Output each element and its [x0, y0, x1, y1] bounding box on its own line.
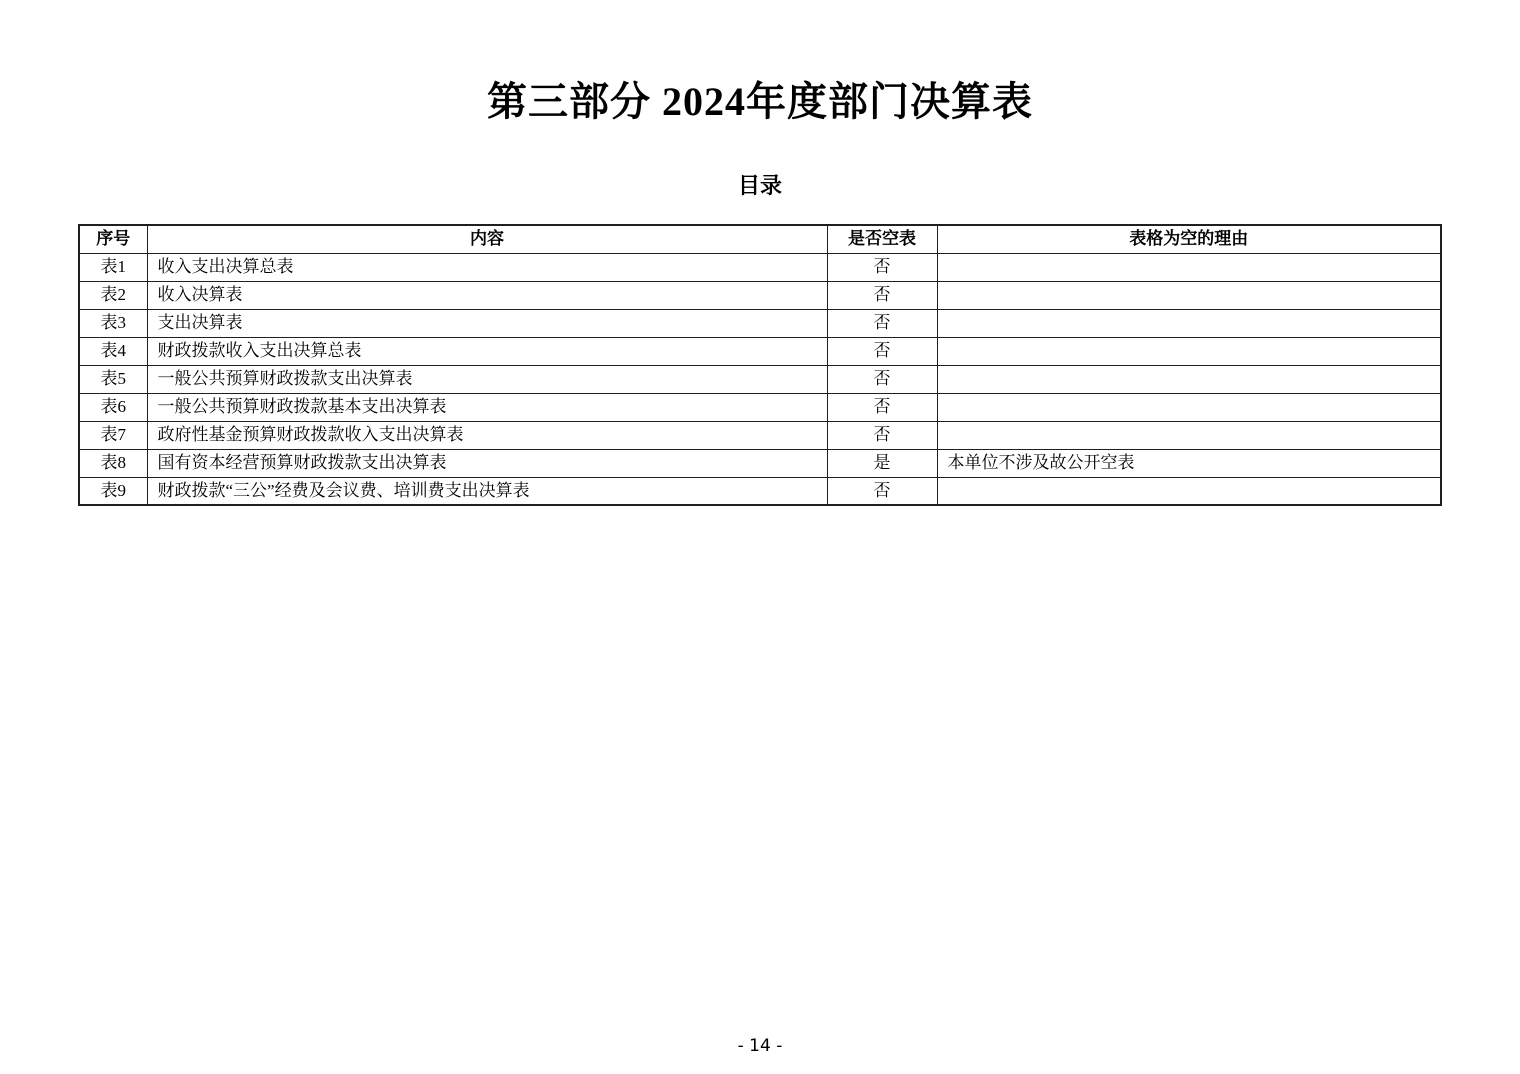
row-reason [937, 281, 1441, 309]
row-is-empty: 是 [827, 449, 937, 477]
row-content: 财政拨款收入支出决算总表 [147, 337, 827, 365]
row-is-empty: 否 [827, 421, 937, 449]
row-reason [937, 365, 1441, 393]
row-no: 表3 [79, 309, 147, 337]
table-row [79, 337, 1441, 365]
page-number: - 14 - [737, 1036, 783, 1056]
toc-subtitle: 目录 [737, 173, 782, 198]
table-row [79, 365, 1441, 393]
row-content: 一般公共预算财政拨款基本支出决算表 [147, 393, 827, 421]
row-reason [937, 477, 1441, 505]
table-row [79, 449, 1441, 477]
column-header-is-empty: 是否空表 [827, 225, 937, 253]
row-is-empty: 否 [827, 281, 937, 309]
row-content: 政府性基金预算财政拨款收入支出决算表 [147, 421, 827, 449]
row-no: 表8 [79, 449, 147, 477]
row-is-empty: 否 [827, 477, 937, 505]
row-content: 财政拨款“三公”经费及会议费、培训费支出决算表 [147, 477, 827, 505]
row-no: 表7 [79, 421, 147, 449]
table-row [79, 393, 1441, 421]
row-reason [937, 393, 1441, 421]
row-reason [937, 309, 1441, 337]
row-no: 表6 [79, 393, 147, 421]
table-row [79, 253, 1441, 281]
table-header-row [79, 225, 1441, 253]
row-reason: 本单位不涉及故公开空表 [937, 449, 1441, 477]
row-is-empty: 否 [827, 365, 937, 393]
column-header-content: 内容 [147, 225, 827, 253]
row-is-empty: 否 [827, 253, 937, 281]
toc-table [78, 224, 1442, 506]
row-content: 一般公共预算财政拨款支出决算表 [147, 365, 827, 393]
row-no: 表9 [79, 477, 147, 505]
row-reason [937, 421, 1441, 449]
column-header-reason: 表格为空的理由 [937, 225, 1441, 253]
row-content: 收入决算表 [147, 281, 827, 309]
table-row [79, 281, 1441, 309]
row-reason [937, 337, 1441, 365]
row-is-empty: 否 [827, 393, 937, 421]
table-row [79, 477, 1441, 505]
row-content: 收入支出决算总表 [147, 253, 827, 281]
row-content: 国有资本经营预算财政拨款支出决算表 [147, 449, 827, 477]
row-no: 表2 [79, 281, 147, 309]
column-header-no: 序号 [79, 225, 147, 253]
table-row [79, 421, 1441, 449]
row-content: 支出决算表 [147, 309, 827, 337]
row-is-empty: 否 [827, 309, 937, 337]
table-row [79, 309, 1441, 337]
row-reason [937, 253, 1441, 281]
row-is-empty: 否 [827, 337, 937, 365]
page-title: 第三部分 2024年度部门决算表 [487, 79, 1033, 124]
row-no: 表1 [79, 253, 147, 281]
row-no: 表4 [79, 337, 147, 365]
row-no: 表5 [79, 365, 147, 393]
